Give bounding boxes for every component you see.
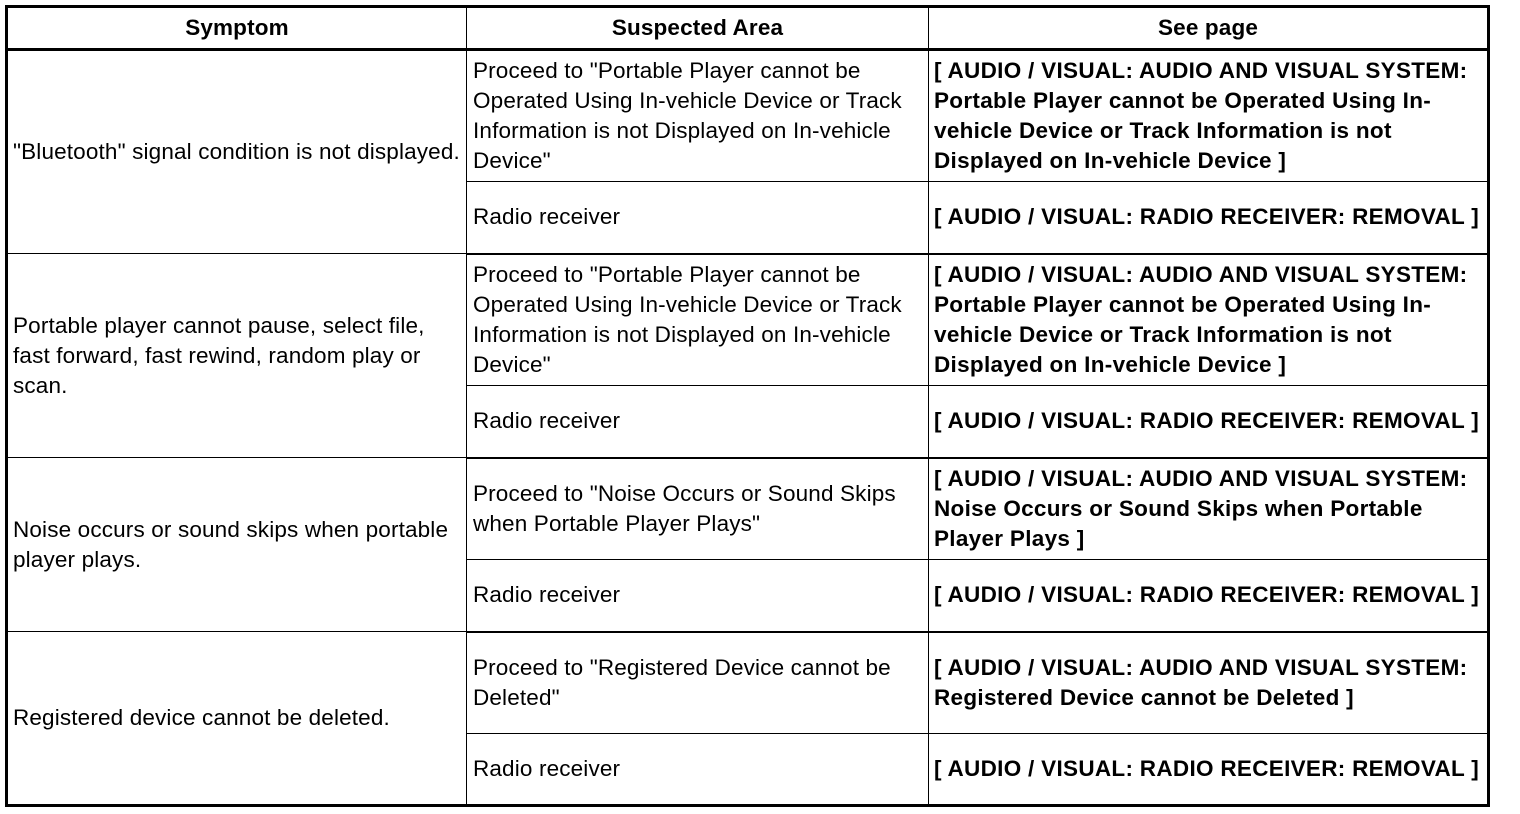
see-page-link[interactable]: [ AUDIO / VISUAL: AUDIO AND VISUAL SYSTEM: Portable Player cannot be Operated Using In-vehicle Device or Track Information is not Displayed on In-vehicle Device ]	[929, 50, 1489, 182]
symptom-cell: Registered device cannot be deleted.	[7, 632, 467, 806]
suspected-area-cell: Radio receiver	[467, 734, 929, 806]
suspected-area-cell: Radio receiver	[467, 560, 929, 632]
suspected-area-cell: Radio receiver	[467, 386, 929, 458]
header-row	[7, 7, 1489, 50]
see-page-link[interactable]: [ AUDIO / VISUAL: AUDIO AND VISUAL SYSTEM: Portable Player cannot be Operated Using In-vehicle Device or Track Information is not Displayed on In-vehicle Device ]	[929, 254, 1489, 386]
see-page-link[interactable]: [ AUDIO / VISUAL: AUDIO AND VISUAL SYSTEM: Noise Occurs or Sound Skips when Portable Player Plays ]	[929, 458, 1489, 560]
table-row	[7, 632, 1489, 734]
header-symptom: Symptom	[7, 7, 467, 50]
see-page-link[interactable]: [ AUDIO / VISUAL: RADIO RECEIVER: REMOVAL ]	[929, 182, 1489, 254]
see-page-link[interactable]: [ AUDIO / VISUAL: RADIO RECEIVER: REMOVAL ]	[929, 560, 1489, 632]
see-page-link[interactable]: [ AUDIO / VISUAL: RADIO RECEIVER: REMOVAL ]	[929, 734, 1489, 806]
suspected-area-cell: Proceed to "Noise Occurs or Sound Skips when Portable Player Plays"	[467, 458, 929, 560]
suspected-area-cell: Radio receiver	[467, 182, 929, 254]
suspected-area-cell: Proceed to "Registered Device cannot be Deleted"	[467, 632, 929, 734]
symptom-cell: Portable player cannot pause, select file, fast forward, fast rewind, random play or scan.	[7, 254, 467, 458]
suspected-area-cell: Proceed to "Portable Player cannot be Operated Using In-vehicle Device or Track Information is not Displayed on In-vehicle Device"	[467, 254, 929, 386]
symptom-cell: Noise occurs or sound skips when portable player plays.	[7, 458, 467, 632]
table-row	[7, 254, 1489, 386]
symptom-cell: "Bluetooth" signal condition is not displayed.	[7, 50, 467, 254]
see-page-link[interactable]: [ AUDIO / VISUAL: AUDIO AND VISUAL SYSTEM: Registered Device cannot be Deleted ]	[929, 632, 1489, 734]
table-row	[7, 458, 1489, 560]
suspected-area-cell: Proceed to "Portable Player cannot be Operated Using In-vehicle Device or Track Information is not Displayed on In-vehicle Device"	[467, 50, 929, 182]
table-row	[7, 50, 1489, 182]
see-page-link[interactable]: [ AUDIO / VISUAL: RADIO RECEIVER: REMOVAL ]	[929, 386, 1489, 458]
header-see-page: See page	[929, 7, 1489, 50]
header-suspected-area: Suspected Area	[467, 7, 929, 50]
troubleshooting-table	[5, 5, 1490, 807]
